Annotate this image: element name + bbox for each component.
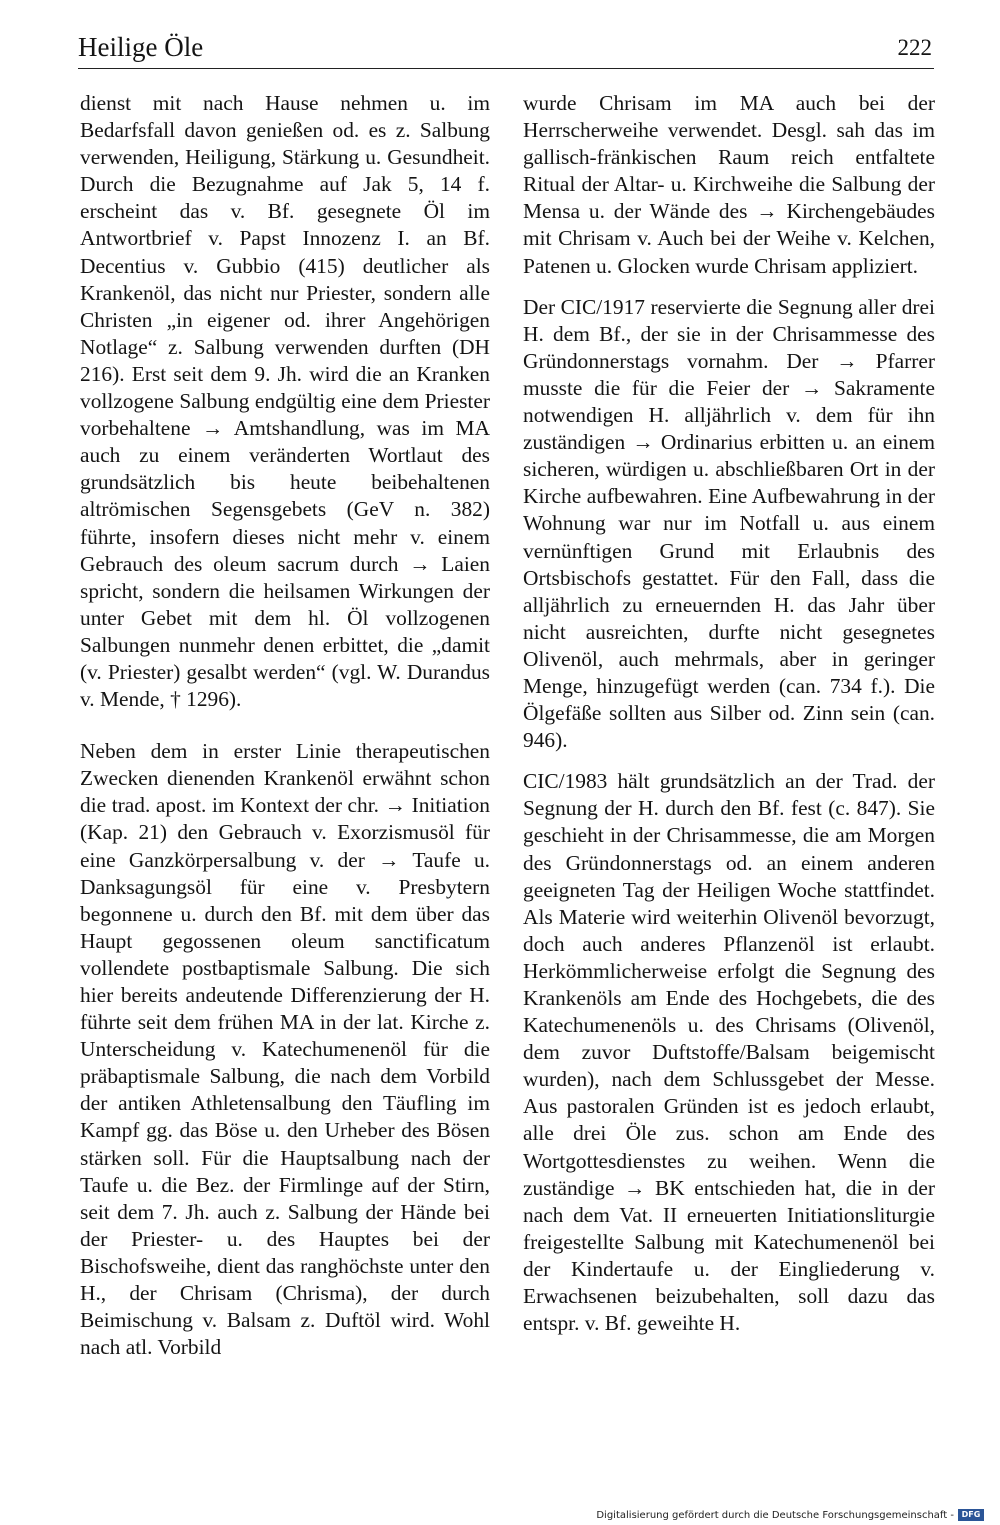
digitization-note: Digitalisierung gefördert durch die Deutsche Forschungsgemeinschaft - <box>596 1510 954 1521</box>
right-column <box>523 90 935 1337</box>
left-column <box>80 90 490 1361</box>
paragraph: dienst mit nach Hause nehmen u. im Bedarfsfall davon genießen od. es z. Salbung verwenden, Heiligung, Stärkung u. Gesundheit. Durch die Bezugnahme auf Jak 5, 14 f. erscheint das v. Bf. gesegnete Öl im Antwortbrief v. Papst Innozenz I. an Bf. Decentius v. Gubbio (415) deutlicher als Krankenöl, das nicht nur Priester, sondern alle Christen „in eigener od. ihrer Angehörigen Notlage“ z. Salbung verwenden durften (DH 216). Erst seit dem 9. Jh. wird die an Kranken vollzogene Salbung endgültig eine dem Priester vorbehaltene → Amtshandlung, was im MA auch zu einem veränderten Wortlaut des grundsätzlich bis heute beibehaltenen altrömischen Segensgebets (GeV n. 382) führte, insofern dieses nicht mehr v. einem Gebrauch des oleum sacrum durch → Laien spricht, sondern die heilsamen Wirkungen der unter Gebet mit dem hl. Öl vollzogenen Salbungen nunmehr denen erbittet, die „damit (v. Priester) gesalbt werden“ (vgl. W. Durandus v. Mende, † 1296). <box>80 91 490 712</box>
page-number: 222 <box>897 35 932 60</box>
running-title: Heilige Öle <box>78 32 204 62</box>
paragraph: CIC/1983 hält grundsätzlich an der Trad. der Segnung der H. durch den Bf. fest (c. 847). Sie geschieht in der Chrisammesse, die am Morgen des Gründonnerstags od. an einem anderen geeigneten Tag der Heiligen Woche stattfindet. Als Materie wird weiterhin Olivenöl bevorzugt, doch auch anderes Pflanzenöl ist erlaubt. Herkömmlicherweise erfolgt die Segnung des Krankenöls am Ende des Hochgebets, die des Katechumenenöls u. des Chrisams (Olivenöl, dem zuvor Duftstoffe/Balsam beigemischt wurden), nach dem Schlussgebet der Messe. Aus pastoralen Gründen ist es jedoch erlaubt, alle drei Öle zus. schon am Ende des Wortgottesdienstes zu weihen. Wenn die zuständige → BK entschieden hat, die in der nach dem Vat. II erneuerten Initiationsliturgie freigestellte Salbung mit Katechumenenöl bei der Kindertaufe u. der Eingliederung v. Erwachsenen beizubehalten, soll dazu das entspr. v. Bf. geweihte H. <box>523 769 935 1336</box>
paragraph: Der CIC/1917 reservierte die Segnung aller drei H. dem Bf., der sie in der Chrisammesse des Gründonnerstags vornahm. Der → Pfarrer musste die für die Feier der → Sakramente notwendigen H. alljährlich v. dem für ihn zuständigen → Ordinarius erbitten u. an einem sicheren, würdigen u. abschließbaren Ort in der Kirche aufbewahren. Eine Aufbewahrung in der Wohnung war nur im Notfall u. aus einem vernünftigen Grund mit Erlaubnis des Ortsbischofs gestattet. Für den Fall, dass die alljährlich zu erneuernden H. das Jahr über nicht ausreichten, durfte nicht gesegnetes Olivenöl, auch mehrmals, aber in geringer Menge, hinzugefügt werden (can. 734 f.). Die Ölgefäße sollten aus Silber od. Zinn sein (can. 946). <box>523 294 935 753</box>
paragraph: wurde Chrisam im MA auch bei der Herrscherweihe verwendet. Desgl. sah das im gallisch-fränkischen Raum reich entfaltete Ritual der Altar- u. Kirchweihe die Salbung der Mensa u. der Wände des → Kirchengebäudes mit Chrisam v. Auch bei der Weihe v. Kelchen, Patenen u. Glocken wurde Chrisam appliziert. <box>523 91 935 278</box>
page-header <box>78 28 934 69</box>
dfg-logo: DFG <box>958 1509 984 1521</box>
paragraph: Neben dem in erster Linie therapeutischen Zwecken dienenden Krankenöl erwähnt schon die trad. apost. im Kontext der chr. → Initiation (Kap. 21) den Gebrauch v. Exorzismusöl für eine Ganzkörpersalbung v. der → Taufe u. Danksagungsöl für eine v. Presbytern begonnene u. durch den Bf. mit dem über das Haupt gegossenen oleum sanctificatum vollendete postbaptismale Salbung. Die sich hier bereits andeutende Differenzierung der H. führte seit dem frühen MA in der lat. Kirche z. Unterscheidung v. Katechumenenöl für die präbaptismale Salbung, die nach dem Vorbild der antiken Athletensalbung den Täufling im Kampf gg. das Böse u. den Urheber des Bösen stärken soll. Für die Hauptsalbung nach der Taufe u. die Bez. der Firmlinge auf der Stirn, seit dem 7. Jh. auch z. Salbung der Hände bei der Priester- u. des Hauptes bei der Bischofsweihe, dient das ranghöchste unter den H., der Chrisam (Chrisma), der durch Beimischung v. Balsam z. Duftöl wird. Wohl nach atl. Vorbild <box>80 739 490 1360</box>
